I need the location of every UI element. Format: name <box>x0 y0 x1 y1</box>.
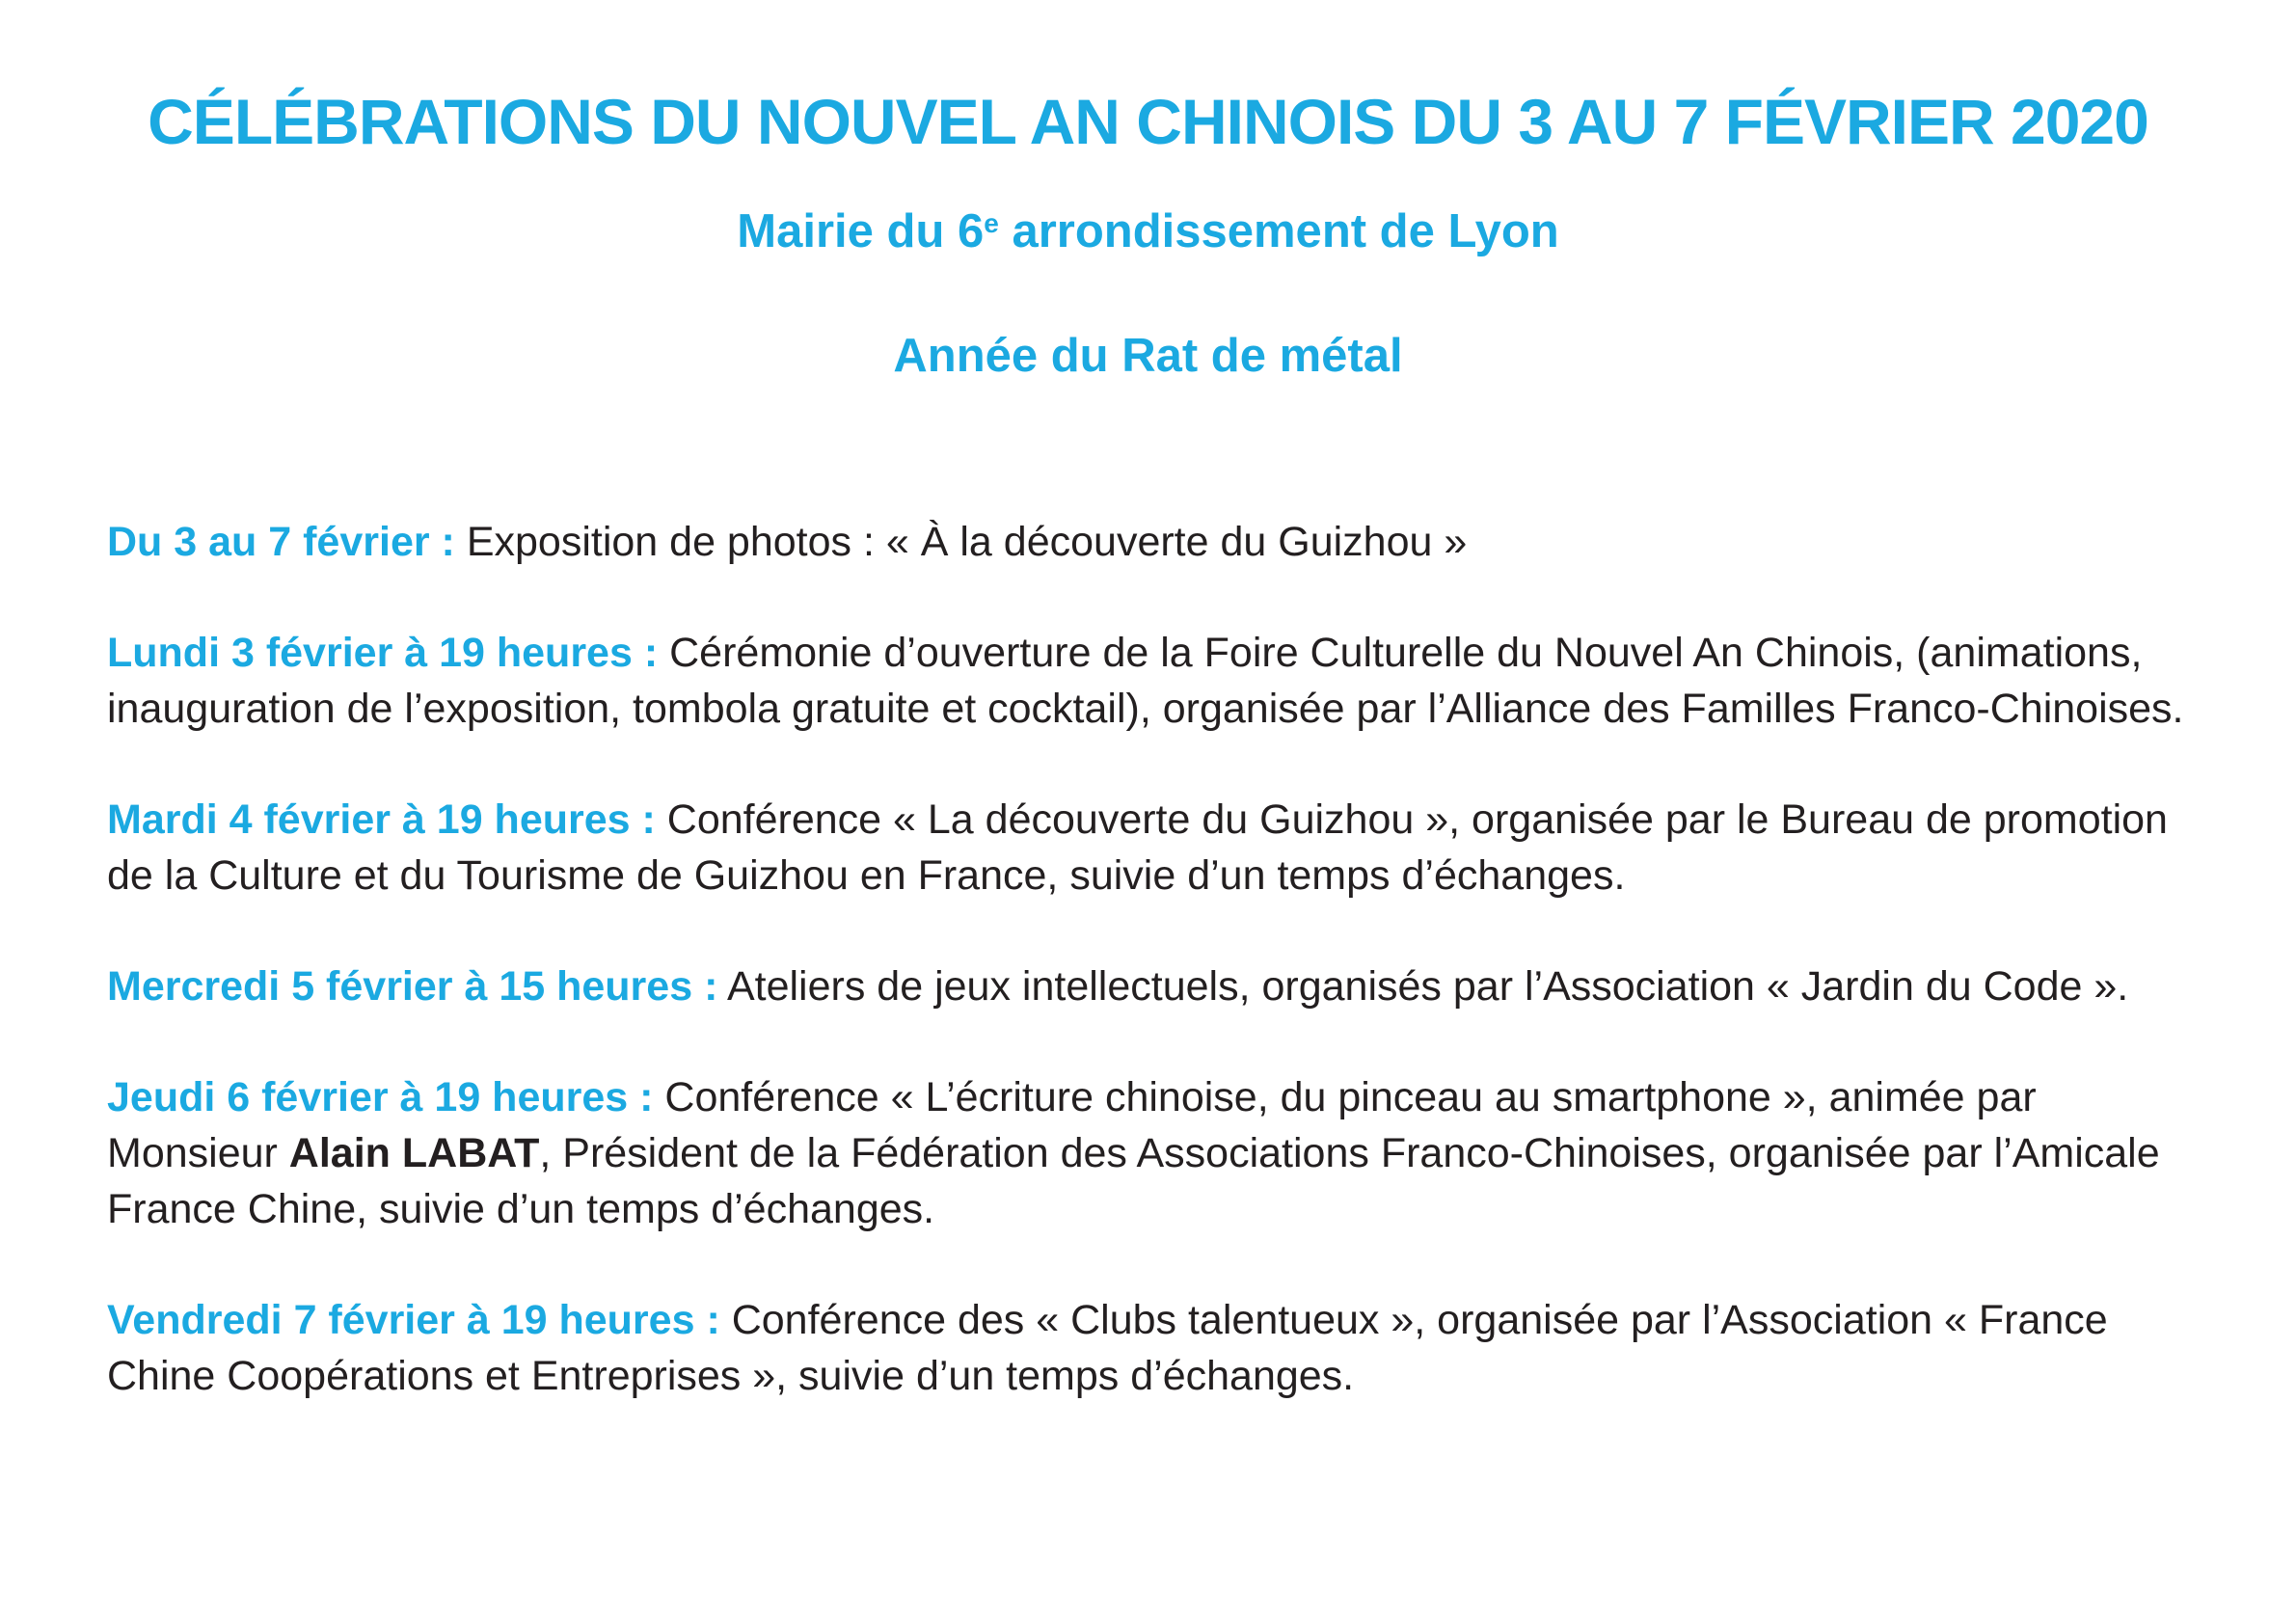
event-description-start: Conférence « L’écriture chinoise, du pinceau au smartphone », animée par Monsieur <box>107 1074 2037 1176</box>
event-item <box>107 792 2209 903</box>
event-date-label: Du 3 au 7 février : <box>107 519 455 565</box>
event-item <box>107 1069 2209 1237</box>
event-description: Conférence des « Clubs talentueux », organisée par l’Association « France Chine Coopérations et Entreprises », suivie d’un temps d’échanges. <box>107 1297 2108 1399</box>
page-subtitle <box>0 204 2296 258</box>
event-description-end: , Président de la Fédération des Associations Franco-Chinoises, organisée par l’Amicale France Chine, suivie d’un temps d’échanges. <box>107 1130 2160 1232</box>
event-description: Cérémonie d’ouverture de la Foire Culturelle du Nouvel An Chinois, (animations, inauguration de l’exposition, tombola gratuite et cocktail), organisée par l’Alliance des Familles Franco-Chinoises. <box>107 630 2184 732</box>
event-item <box>107 958 2209 1014</box>
subtitle-text-start: Mairie du 6 <box>737 205 985 257</box>
event-date-label: Lundi 3 février à 19 heures : <box>107 630 659 676</box>
event-item <box>107 1292 2209 1404</box>
speaker-name: Alain LABAT <box>288 1130 540 1176</box>
subtitle-text-end: arrondissement de Lyon <box>998 205 1559 257</box>
event-date-label: Mercredi 5 février à 15 heures : <box>107 963 718 1010</box>
event-description: Conférence « La découverte du Guizhou », organisée par le Bureau de promotion de la Culture et du Tourisme de Guizhou en France, suivie d’un temps d’échanges. <box>107 796 2168 899</box>
page-title: CÉLÉBRATIONS DU NOUVEL AN CHINOIS DU 3 AU 7 FÉVRIER 2020 <box>148 86 2148 157</box>
event-description: Exposition de photos : « À la découverte du Guizhou » <box>454 519 1468 565</box>
event-description: Ateliers de jeux intellectuels, organisés par l’Association « Jardin du Code ». <box>717 963 2129 1010</box>
event-date-label: Mardi 4 février à 19 heures : <box>107 796 656 843</box>
subtitle-superscript: e <box>984 208 999 238</box>
event-item <box>107 625 2209 737</box>
event-date-label: Vendredi 7 février à 19 heures : <box>107 1297 720 1343</box>
event-date-label: Jeudi 6 février à 19 heures : <box>107 1074 654 1120</box>
event-list <box>107 514 2209 1404</box>
event-item <box>107 514 2209 570</box>
year-heading: Année du Rat de métal <box>893 330 1403 382</box>
